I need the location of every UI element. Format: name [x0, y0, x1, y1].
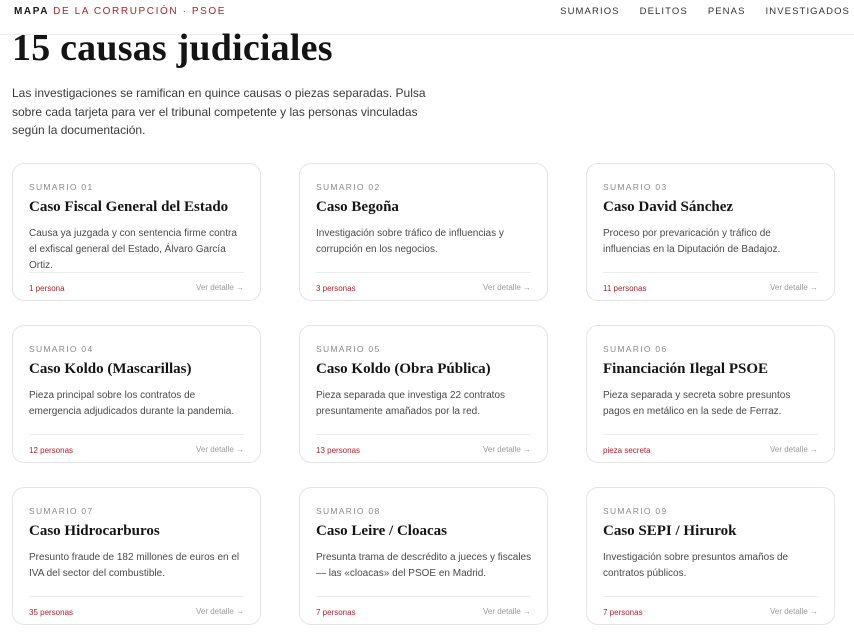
view-detail-link[interactable]: Ver detalle → — [482, 445, 531, 454]
card-divider — [603, 272, 818, 273]
view-detail-link[interactable]: Ver detalle → — [195, 445, 244, 454]
card-person-count: 7 personas — [316, 608, 356, 617]
card-label: SUMARIO 08 — [316, 506, 381, 516]
card-label: SUMARIO 07 — [29, 506, 94, 516]
card-person-count: 1 persona — [29, 284, 65, 293]
case-card-09[interactable] — [586, 487, 835, 625]
nav-item-investigados[interactable]: INVESTIGADOS — [765, 6, 850, 17]
card-divider — [316, 272, 531, 273]
card-description: Investigación sobre presuntos amaños de contratos públicos. — [603, 552, 789, 579]
card-title: Caso Leire / Cloacas — [316, 523, 447, 539]
card-title: Caso Koldo (Mascarillas) — [29, 361, 192, 377]
view-detail-link[interactable]: Ver detalle → — [482, 283, 531, 292]
card-description: Pieza separada que investiga 22 contratos presuntamente amañados por la red. — [316, 390, 506, 417]
card-person-count: pieza secreta — [603, 446, 651, 455]
case-card-07[interactable] — [12, 487, 261, 625]
card-label: SUMARIO 03 — [603, 182, 668, 192]
card-description: Presunto fraude de 182 millones de euros en el IVA del sector del combustible. — [29, 552, 240, 579]
card-label: SUMARIO 09 — [603, 506, 668, 516]
view-detail-link[interactable]: Ver detalle → — [769, 607, 818, 616]
card-person-count: 12 personas — [29, 446, 74, 455]
case-card-08[interactable] — [299, 487, 548, 625]
brand-logo[interactable] — [14, 6, 226, 17]
card-title: Financiación Ilegal PSOE — [603, 361, 769, 377]
case-card-01[interactable] — [12, 163, 261, 301]
case-card-05[interactable] — [299, 325, 548, 463]
card-title: Caso Begoña — [316, 199, 399, 215]
card-person-count: 3 personas — [316, 284, 356, 293]
card-divider — [603, 596, 818, 597]
card-title: Caso Koldo (Obra Pública) — [316, 361, 491, 377]
card-divider — [316, 434, 531, 435]
brand-part-2: DE LA CORRUPCIÓN · PSOE — [53, 6, 227, 17]
card-divider — [29, 434, 244, 435]
card-label: SUMARIO 06 — [603, 344, 668, 354]
card-description: Causa ya juzgada y con sentencia firme contra el exfiscal general del Estado, Álvaro García Ortiz. — [29, 228, 237, 271]
card-description: Presunta trama de descrédito a jueces y fiscales — las «cloacas» del PSOE en Madrid. — [316, 552, 532, 579]
card-label: SUMARIO 01 — [29, 182, 94, 192]
view-detail-link[interactable]: Ver detalle → — [195, 607, 244, 616]
case-card-02[interactable] — [299, 163, 548, 301]
card-description: Pieza separada y secreta sobre presuntos pagos en metálico en la sede de Ferraz. — [603, 390, 791, 417]
nav-item-penas[interactable]: PENAS — [707, 6, 746, 17]
card-divider — [316, 596, 531, 597]
card-label: SUMARIO 04 — [29, 344, 94, 354]
case-card-06[interactable] — [586, 325, 835, 463]
view-detail-link[interactable]: Ver detalle → — [482, 607, 531, 616]
card-description: Proceso por prevaricación y tráfico de influencias en la Diputación de Badajoz. — [603, 228, 781, 255]
card-title: Caso David Sánchez — [603, 199, 734, 215]
card-person-count: 35 personas — [29, 608, 74, 617]
card-person-count: 7 personas — [603, 608, 643, 617]
case-card-03[interactable] — [586, 163, 835, 301]
brand-part-1: MAPA — [14, 6, 49, 17]
case-card-04[interactable] — [12, 325, 261, 463]
card-person-count: 13 personas — [316, 446, 361, 455]
card-divider — [29, 596, 244, 597]
card-divider — [29, 272, 244, 273]
card-label: SUMARIO 05 — [316, 344, 381, 354]
card-label: SUMARIO 02 — [316, 182, 381, 192]
view-detail-link[interactable]: Ver detalle → — [195, 283, 244, 292]
card-title: Caso Hidrocarburos — [29, 523, 160, 539]
view-detail-link[interactable]: Ver detalle → — [769, 283, 818, 292]
card-divider — [603, 434, 818, 435]
nav-item-sumarios[interactable]: SUMARIOS — [560, 6, 620, 17]
card-person-count: 11 personas — [603, 284, 647, 293]
card-title: Caso SEPI / Hirurok — [603, 523, 737, 539]
card-title: Caso Fiscal General del Estado — [29, 199, 229, 215]
page-title: 15 causas judiciales — [12, 27, 333, 69]
card-description: Pieza principal sobre los contratos de emergencia adjudicados durante la pandemia. — [29, 390, 235, 417]
card-description: Investigación sobre tráfico de influencias y corrupción en los negocios. — [316, 228, 504, 255]
view-detail-link[interactable]: Ver detalle → — [769, 445, 818, 454]
intro-text: Las investigaciones se ramifican en quince causas o piezas separadas. Pulsa sobre cada tarjeta para ver el tribunal competente y las personas vinculadas según la documentación. — [12, 86, 426, 137]
main-nav — [540, 6, 850, 17]
nav-item-delitos[interactable]: DELITOS — [639, 6, 688, 17]
